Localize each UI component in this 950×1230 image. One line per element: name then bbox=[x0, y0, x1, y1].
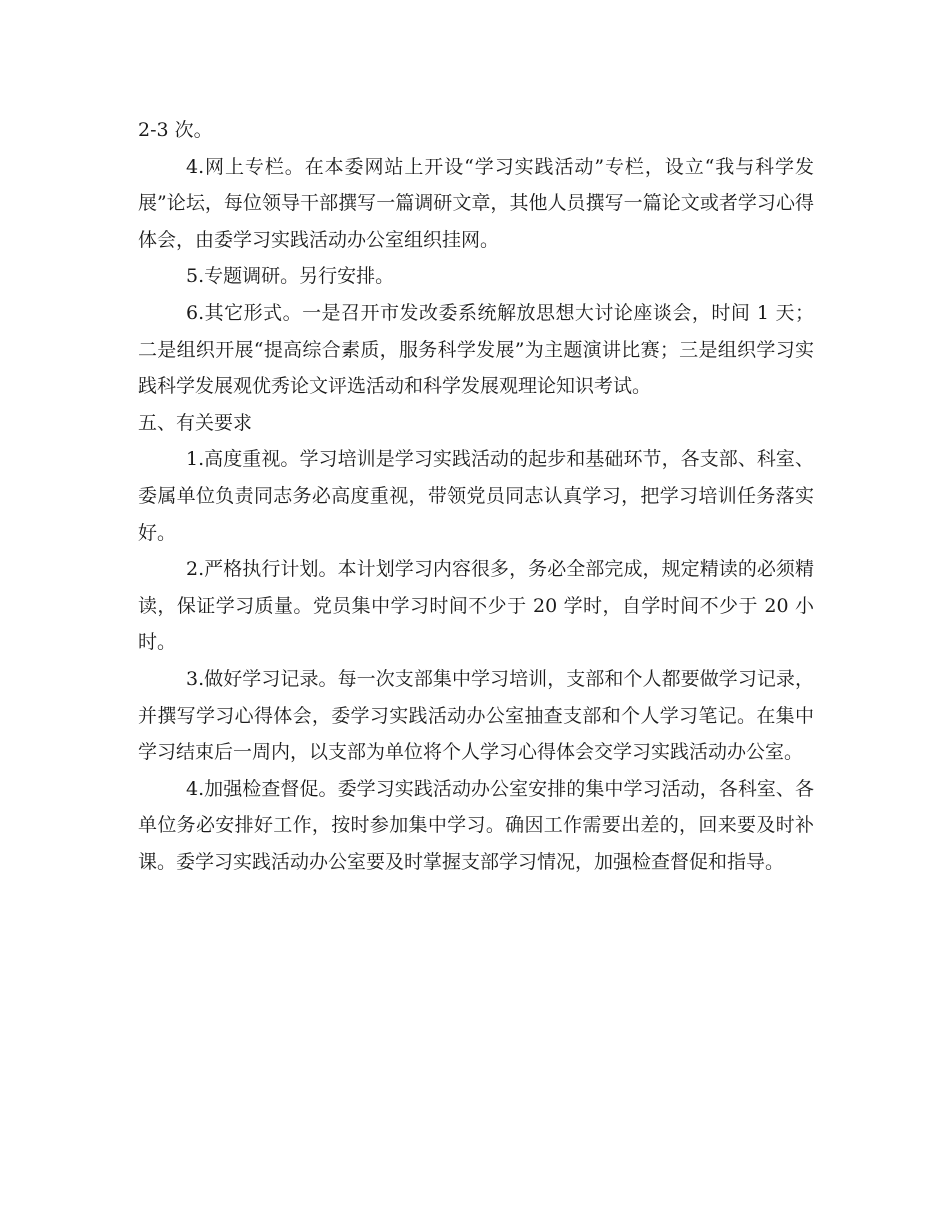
document-body bbox=[138, 112, 814, 880]
paragraph-continuation: 2-3 次。 bbox=[138, 119, 213, 141]
paragraph-online-column: 4.网上专栏。在本委网站上开设“学习实践活动”专栏，设立“我与科学发展”论坛，每位领导干部撰写一篇调研文章，其他人员撰写一篇论文或者学习心得体会，由委学习实践活动办公室组织挂网。 bbox=[138, 155, 814, 251]
paragraph-study-records: 3.做好学习记录。每一次支部集中学习培训，支部和个人都要做学习记录，并撰写学习心得体会，委学习实践活动办公室抽查支部和个人学习笔记。在集中学习结束后一周内，以支部为单位将个人学习心得体会交学习实践活动办公室。 bbox=[138, 667, 814, 764]
paragraph-special-research: 5.专题调研。另行安排。 bbox=[186, 265, 395, 288]
section-heading-requirements: 五、有关要求 bbox=[138, 411, 253, 434]
paragraph-supervision: 4.加强检查督促。委学习实践活动办公室安排的集中学习活动，各科室、各单位务必安排好工作，按时参加集中学习。确因工作需要出差的，回来要及时补课。委学习实践活动办公室要及时掌握支部学习情况，加强检查督促和指导。 bbox=[138, 777, 814, 873]
paragraph-strict-plan: 2.严格执行计划。本计划学习内容很多，务必全部完成，规定精读的必须精读，保证学习质量。党员集中学习时间不少于 20 学时，自学时间不少于 20 小时。 bbox=[138, 558, 814, 654]
paragraph-other-forms: 6.其它形式。一是召开市发改委系统解放思想大讨论座谈会，时间 1 天；二是组织开展“提高综合素质，服务科学发展”为主题演讲比赛；三是组织学习实践科学发展观优秀论文评选活动和科学发展观理论知识考试。 bbox=[138, 301, 814, 398]
paragraph-high-attention: 1.高度重视。学习培训是学习实践活动的起步和基础环节，各支部、科室、委属单位负责同志务必高度重视，带领党员同志认真学习，把学习培训任务落实好。 bbox=[138, 448, 814, 544]
